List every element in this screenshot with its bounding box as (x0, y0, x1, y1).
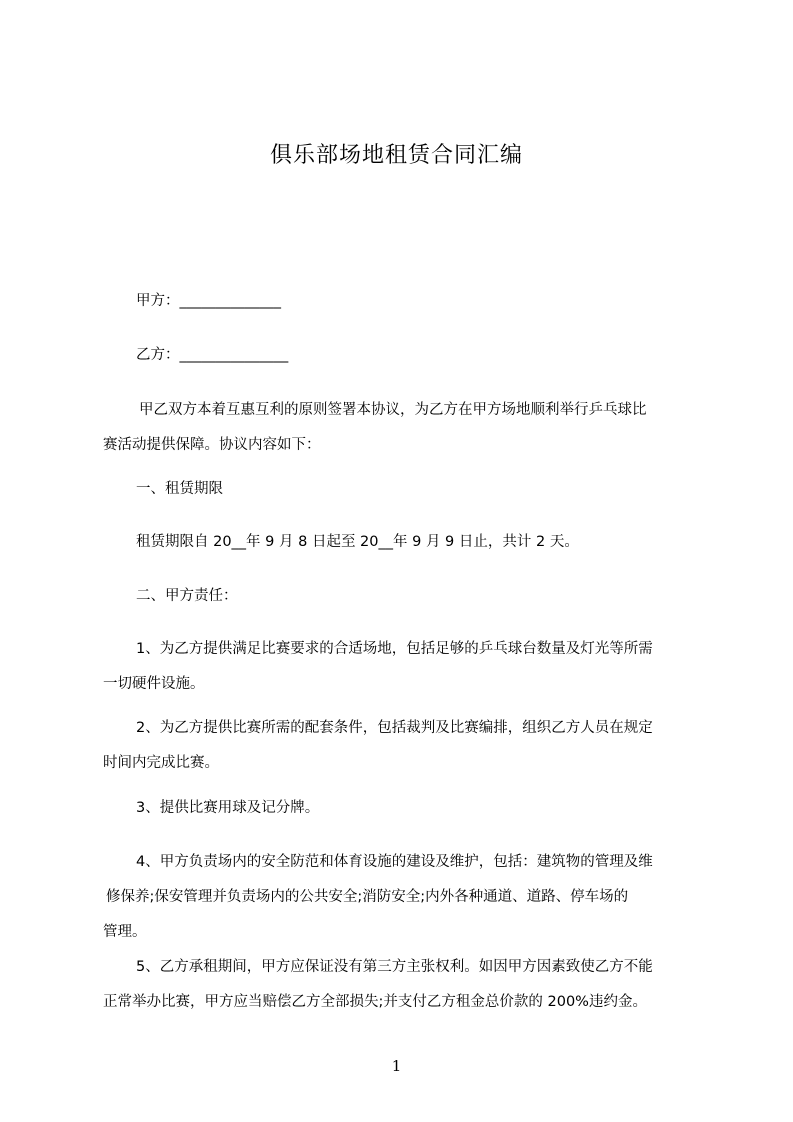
party-a-line: 甲方：______________ (136, 293, 281, 309)
intro-paragraph (103, 401, 708, 454)
item-3-line: 3、提供比赛用球及记分牌。 (136, 800, 320, 816)
item-5-line-1: 5、乙方承租期间，甲方应保证没有第三方主张权利。如因甲方因素致使乙方不能 (136, 959, 653, 975)
item-4-line-3: 管理。 (103, 924, 147, 940)
section-2-heading: 二、甲方责任： (136, 588, 238, 604)
intro-line-2: 赛活动提供保障。协议内容如下： (103, 437, 321, 453)
item-2-line-1: 2、为乙方提供比赛所需的配套条件，包括裁判及比赛编排，组织乙方人员在规定 (136, 720, 653, 736)
item-4-line-2: 修保养;保安管理并负责场内的公共安全;消防安全;内外各种通道、道路、停车场的 (106, 889, 629, 905)
item-2-line-2: 时间内完成比赛。 (103, 755, 219, 771)
item-1-line-1: 1、为乙方提供满足比赛要求的合适场地，包括足够的乒乓球台数量及灯光等所需 (136, 641, 653, 657)
document-title: 俱乐部场地租赁合同汇编 (269, 143, 523, 168)
item-4-paragraph (103, 853, 708, 941)
page-number: 1 (391, 1057, 402, 1075)
item-5-paragraph (103, 958, 708, 1011)
item-1-line-2: 一切硬件设施。 (103, 676, 205, 692)
item-5-line-2: 正常举办比赛，甲方应当赔偿乙方全部损失;并支付乙方租金总价款的 200%违约金。 (103, 994, 647, 1010)
section-1-heading: 一、租赁期限 (136, 481, 223, 497)
item-2-paragraph (103, 719, 708, 772)
party-b-line: 乙方：_______________ (136, 347, 289, 363)
item-4-line-1: 4、甲方负责场内的安全防范和体育设施的建设及维护，包括：建筑物的管理及维 (136, 854, 653, 870)
item-1-paragraph (103, 640, 708, 693)
section-1-text: 租赁期限自 20__年 9 月 8 日起至 20__年 9 月 9 日止，共计 2 天。 (136, 534, 579, 550)
intro-line-1: 甲乙双方本着互惠互利的原则签署本协议，为乙方在甲方场地顺利举行乒乓球比 (139, 402, 647, 418)
